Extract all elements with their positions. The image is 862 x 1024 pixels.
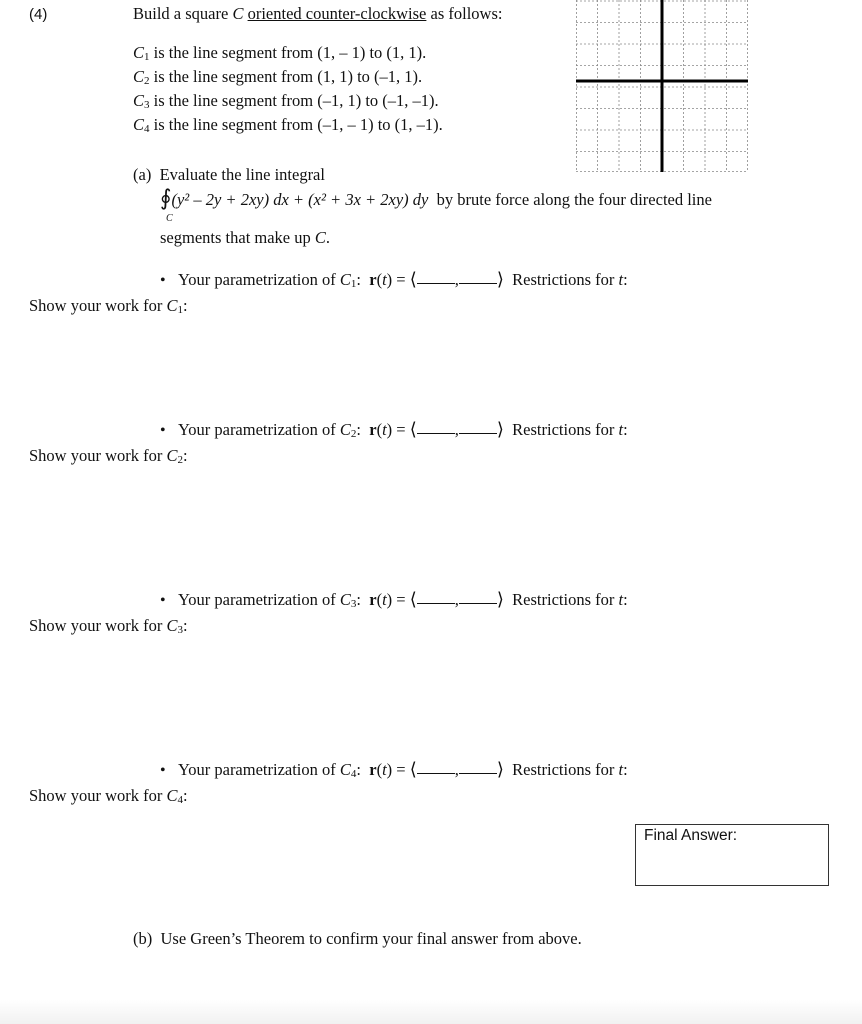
y-component-blank[interactable]: [459, 432, 497, 434]
segment-item: $C_2$ is the line segment from (1, 1) to (–1, 1).: [133, 67, 423, 87]
final-answer-label: Final Answer:: [644, 827, 738, 844]
x-component-blank[interactable]: [417, 432, 455, 434]
integral-method: by brute force along the four directed line: [436, 190, 712, 209]
part-b: [133, 929, 582, 949]
parametrization-row: • Your parametrization of $C_2$: r(t) = ⟨ , ⟩ Restrictions for t:: [160, 419, 628, 440]
intro-var: C: [232, 4, 244, 23]
segment-item: $C_3$ is the line segment from (–1, 1) to (–1, –1).: [133, 91, 439, 111]
part-b-label: (b): [133, 929, 153, 948]
contour-integral-icon: ∮: [160, 186, 172, 211]
segment-list: [133, 43, 443, 139]
x-component-blank[interactable]: [417, 282, 455, 284]
intro-orientation: oriented counter-clockwise: [247, 4, 427, 23]
part-a-text: Evaluate the line integral: [159, 165, 325, 184]
work-label: Show your work for $C_1$:: [29, 296, 188, 316]
x-component-blank[interactable]: [417, 602, 455, 604]
integral-line: [160, 186, 712, 211]
segment-item: $C_4$ is the line segment from (–1, – 1) to (1, –1).: [133, 115, 443, 135]
problem-number: (4): [29, 6, 48, 23]
y-component-blank[interactable]: [459, 772, 497, 774]
y-component-blank[interactable]: [459, 282, 497, 284]
integral-contour-label: C: [166, 213, 173, 224]
parametrization-row: • Your parametrization of $C_1$: r(t) = ⟨ , ⟩ Restrictions for t:: [160, 269, 628, 290]
part-a-intro: [133, 165, 325, 185]
part-b-text: Use Green’s Theorem to confirm your final answer from above.: [160, 929, 582, 948]
intro-suffix: as follows:: [430, 4, 503, 23]
page-bottom-shadow: [0, 1000, 862, 1024]
final-answer-box[interactable]: [635, 824, 829, 886]
x-component-blank[interactable]: [417, 772, 455, 774]
part-a-label: (a): [133, 165, 152, 184]
parametrization-row: • Your parametrization of $C_4$: r(t) = ⟨ , ⟩ Restrictions for t:: [160, 759, 628, 780]
intro-prefix: Build a square: [133, 4, 229, 23]
integral-expression: (y² – 2y + 2xy) dx + (x² + 3x + 2xy) dy: [171, 190, 429, 209]
parametrization-row: • Your parametrization of $C_3$: r(t) = ⟨ , ⟩ Restrictions for t:: [160, 589, 628, 610]
work-label: Show your work for $C_3$:: [29, 616, 188, 636]
work-label: Show your work for $C_2$:: [29, 446, 188, 466]
coordinate-grid: [576, 0, 750, 172]
problem-intro: [133, 4, 502, 24]
y-component-blank[interactable]: [459, 602, 497, 604]
part-a-continuation: segments that make up C.: [160, 228, 331, 247]
segment-item: $C_1$ is the line segment from (1, – 1) to (1, 1).: [133, 43, 427, 63]
work-label: Show your work for $C_4$:: [29, 786, 188, 806]
